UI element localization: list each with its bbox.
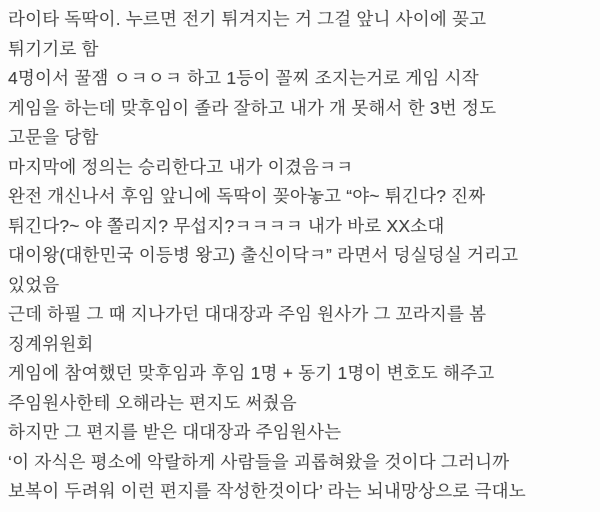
- text-line-11: 근데 하필 그 때 지나가던 대대장과 주임 원사가 그 꼬라지를 봄: [8, 304, 487, 324]
- text-line-7: 완전 개신나서 후임 앞니에 독딱이 꽂아놓고 “야~ 튀긴다? 진짜: [8, 186, 486, 206]
- text-line-15: 하지만 그 편지를 받은 대대장과 주임원사는: [8, 422, 342, 442]
- text-line-10: 있었음: [8, 274, 60, 295]
- text-line-1: 라이타 독딱이. 누르면 전기 튀겨지는 거 그걸 앞니 사이에 꽂고: [8, 9, 487, 29]
- text-line-13: 게임에 참여했던 맞후임과 후임 1명 + 동기 1명이 변호도 해주고: [8, 363, 495, 383]
- text-line-12: 징계위원회: [8, 333, 94, 354]
- text-line-8: 튀긴다?~ 야 쫄리지? 무섭지?ㅋㅋㅋㅋ 내가 바로 XX소대: [8, 215, 445, 236]
- text-line-16: ‘이 자식은 평소에 악랄하게 사람들을 괴롭혀왔을 것이다 그러니까: [8, 451, 510, 472]
- text-line-2: 튀기기로 함: [8, 38, 99, 59]
- text-line-17: 보복이 두려워 이런 편지를 작성한것이다’ 라는 뇌내망상으로 극대노: [8, 481, 526, 501]
- text-line-14: 주임원사한테 오해라는 편지도 써줬음: [8, 392, 297, 413]
- text-line-9: 대이왕(대한민국 이등병 왕고) 출신이닥ㅋ” 라면서 덩실덩실 거리고: [8, 245, 519, 265]
- text-line-4: 게임을 하는데 맞후임이 졸라 잘하고 내가 개 못해서 한 3번 정도: [8, 97, 497, 118]
- text-line-5: 고문을 당함: [8, 127, 99, 147]
- text-line-6: 마지막에 정의는 승리한다고 내가 이겼음ㅋㅋ: [8, 156, 354, 177]
- text-line-3: 4명이서 꿀잼 ㅇㅋㅇㅋ 하고 1등이 꼴찌 조지는거로 게임 시작: [8, 68, 479, 88]
